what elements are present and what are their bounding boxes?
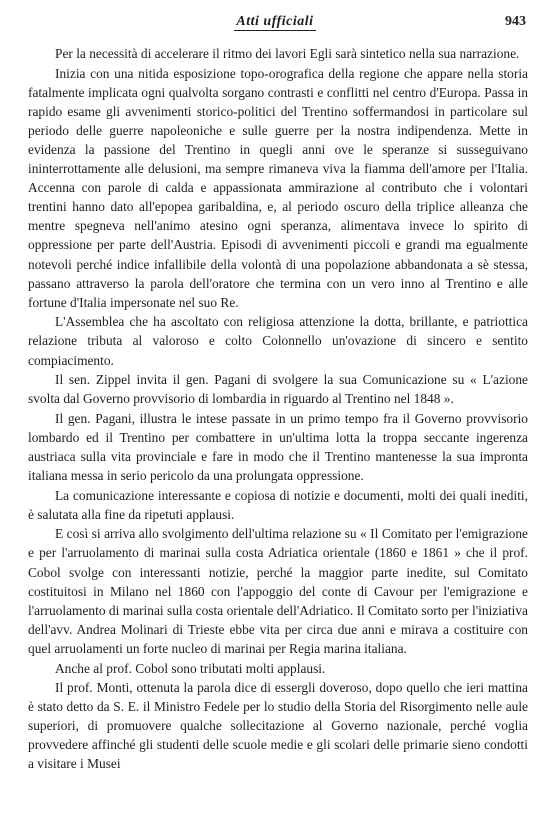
paragraph: L'Assemblea che ha ascoltato con religiosa attenzione la dotta, brillante, e patriottica relazione tributa al valoroso e colto Colonnello un'ovazione di sincero e sentito compiacimento.: [28, 314, 528, 368]
page-number: 943: [505, 14, 526, 29]
paragraph: Per la necessità di accelerare il ritmo dei lavori Egli sarà sintetico nella sua narrazione.: [55, 46, 520, 61]
paragraph: Il sen. Zippel invita il gen. Pagani di svolgere la sua Comunicazione su « L'azione svolta dal Governo provvisorio di lombardia in riguardo al Trentino nel 1848 ».: [28, 372, 528, 407]
paragraph: Il gen. Pagani, illustra le intese passate in un primo tempo fra il Governo provvisorio lombardo ed il Trentino per combattere in un'ultima lotta la troppa seccante ingerenza austriaca sulla vita provinciale e fare in modo che il Trentino mantenesse la sua impronta italiana messa in serio pericolo da una prolungata oppressione.: [28, 410, 528, 484]
running-title: [0, 14, 550, 31]
paragraph: Inizia con una nitida esposizione topo-orografica della regione che appare nella storia fatalmente implicata ogni qualvolta sorgano contrasti e conflitti nel centro d'Europa. Passa in rapido esame gli avvenimenti storico-politici del Trentino soffermandosi in particolare sul periodo delle guerre napoleoniche e sulle guerre per la nostra indipendenza. Mette in evidenza la passione del Trentino in quegli anni ove le speranze si susseguivano ininterrottamente alle delusioni, ma sempre rimaneva viva la fiamma dell'amore per l'Italia. Accenna con parole di calda e appassionata ammirazione al contributo che i volontari trentini hanno dato all'epopea garibaldina, e, al periodo oscuro della triplice alleanza che mentre spegneva nell'animo atesino ogni speranza, alimentava invece lo spirito di oppressione per parte dell'Austria. Episodi di avvenimenti piccoli e grandi ma egualmente notevoli perché indice infallibile della volontà di una popolazione abbandonata a sè stessa, passano attraverso la parola dell'oratore che termina con un vero inno al Trentino e alle fortune d'Italia impersonate nel suo Re.: [28, 65, 528, 310]
paragraph: E così si arriva allo svolgimento dell'ultima relazione su « Il Comitato per l'emigrazione e per l'arruolamento di marinai sulla costa Adriatica orientale (1860 e 1861 » che il prof. Cobol svolge con interessanti notizie, perché la maggior parte inedite, sul Comitato costituitosi in Milano nel 1860 con l'appoggio del conte di Cavour per l'emigrazione e l'arruolamento di marinai sulla costa orientale dell'Adriatico. Il Comitato sorto per l'iniziativa dell'avv. Andrea Molinari di Trieste ebbe vita per circa due anni e mirava a costituire con quel arruolamenti un forte nucleo di marinai per Regia marina italiana.: [28, 526, 528, 656]
paragraph: Il prof. Monti, ottenuta la parola dice di essergli doveroso, dopo quello che ieri mattina è stato detto da S. E. il Ministro Fedele per lo studio della Storia del Risorgimento nelle aule superiori, di promuovere qualche sollecitazione al Governo nazionale, perché voglia provvedere affinché gli studenti delle scuole medie e gli scolari delle primarie sieno condotti a visitare i Musei: [28, 680, 528, 772]
running-title-text: Atti ufficiali: [236, 14, 314, 29]
body-text: [28, 44, 528, 774]
running-header: [0, 14, 550, 38]
paragraph: La comunicazione interessante e copiosa di notizie e documenti, molti dei quali inediti, è salutata alla fine da ripetuti applausi.: [28, 487, 528, 522]
paragraph: Anche al prof. Cobol sono tributati molti applausi.: [55, 660, 326, 676]
